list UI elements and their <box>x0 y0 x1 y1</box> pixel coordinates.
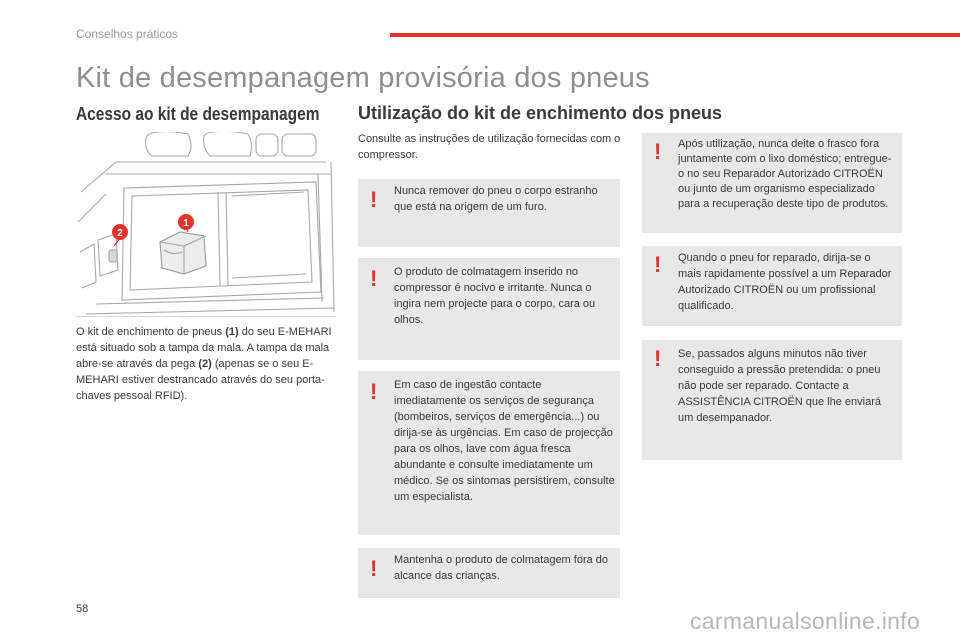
intro-text: Consulte as instruções de utilização fornecidas com o compressor. <box>358 133 621 161</box>
warning-box <box>358 371 620 535</box>
kit-location-text-1: O kit de enchimento de pneus <box>76 326 226 338</box>
kit-location-paragraph <box>76 324 338 404</box>
warning-text: Quando o pneu for reparado, dirija-se o mais rapidamente possível a um Reparador Autorizado CITROËN ou um profissional qualificado. <box>678 252 892 312</box>
warning-box <box>358 548 620 598</box>
callout-2-label: 2 <box>117 228 123 239</box>
warning-box <box>358 179 620 247</box>
warning-icon: ! <box>370 556 378 581</box>
warning-box <box>642 133 902 233</box>
page-title: Kit de desempanagem provisória dos pneus <box>76 62 650 94</box>
kit-location-text-2: do seu E-MEHARI está situado sob a tampa da mala. A tampa da mala abre-se através da pega <box>76 326 332 370</box>
warning-icon: ! <box>654 252 662 277</box>
kit-location-text-3: (apenas se o seu E-MEHARI estiver destrancado através do seu porta-chaves pessoal RFID). <box>76 358 325 402</box>
warning-text: Nunca remover do pneu o corpo estranho que está na origem de um furo. <box>394 185 598 213</box>
right-heading: Utilização do kit de enchimento dos pneus <box>358 103 723 123</box>
warning-icon: ! <box>370 266 378 291</box>
warning-icon: ! <box>654 346 662 371</box>
warning-box <box>358 258 620 360</box>
warning-icon: ! <box>654 139 662 164</box>
warning-box <box>642 246 902 326</box>
section-label: Conselhos práticos <box>76 27 179 41</box>
warning-text: Após utilização, nunca deite o frasco fora juntamente com o lixo doméstico; entregue-o no seu Reparador Autorizado CITROËN ou junto de um organismo especializado para a recuperação deste tipo de produtos. <box>678 138 892 210</box>
callout-1-label: 1 <box>183 218 189 229</box>
page-number: 58 <box>76 603 89 615</box>
trunk-illustration <box>76 132 336 317</box>
warning-box <box>642 340 902 460</box>
warning-text: Mantenha o produto de colmatagem fora do alcance das crianças. <box>394 554 609 582</box>
warning-text: Em caso de ingestão contacte imediatamente os serviços de segurança (bombeiros, serviços de emergência...) ou dirija-se às urgências. Em caso de projecção para os olhos, lave com água fresca abundante e consulte imediatamente um médico. Se os sintomas persistirem, consulte um especialista. <box>394 379 615 503</box>
watermark: carmanualsonline.info <box>690 608 921 634</box>
warning-icon: ! <box>370 379 378 404</box>
header-accent-bar <box>390 33 960 37</box>
trunk-drawing <box>76 132 336 316</box>
left-heading: Acesso ao kit de desempanagem <box>76 104 320 124</box>
handle-reference-2: (2) <box>198 358 212 370</box>
warning-text: Se, passados alguns minutos não tiver conseguido a pressão pretendida: o pneu não pode ser reparado. Contacte a ASSISTÊNCIA CITROËN que lhe enviará um desempanador. <box>678 348 881 424</box>
kit-reference-1: (1) <box>225 326 239 338</box>
callout-1 <box>178 214 194 230</box>
warning-text: O produto de colmatagem inserido no compressor é nocivo e irritante. Nunca o ingira nem projecte para o corpo, cara ou olhos. <box>394 266 596 326</box>
warning-icon: ! <box>370 187 378 212</box>
callout-2 <box>112 224 128 240</box>
